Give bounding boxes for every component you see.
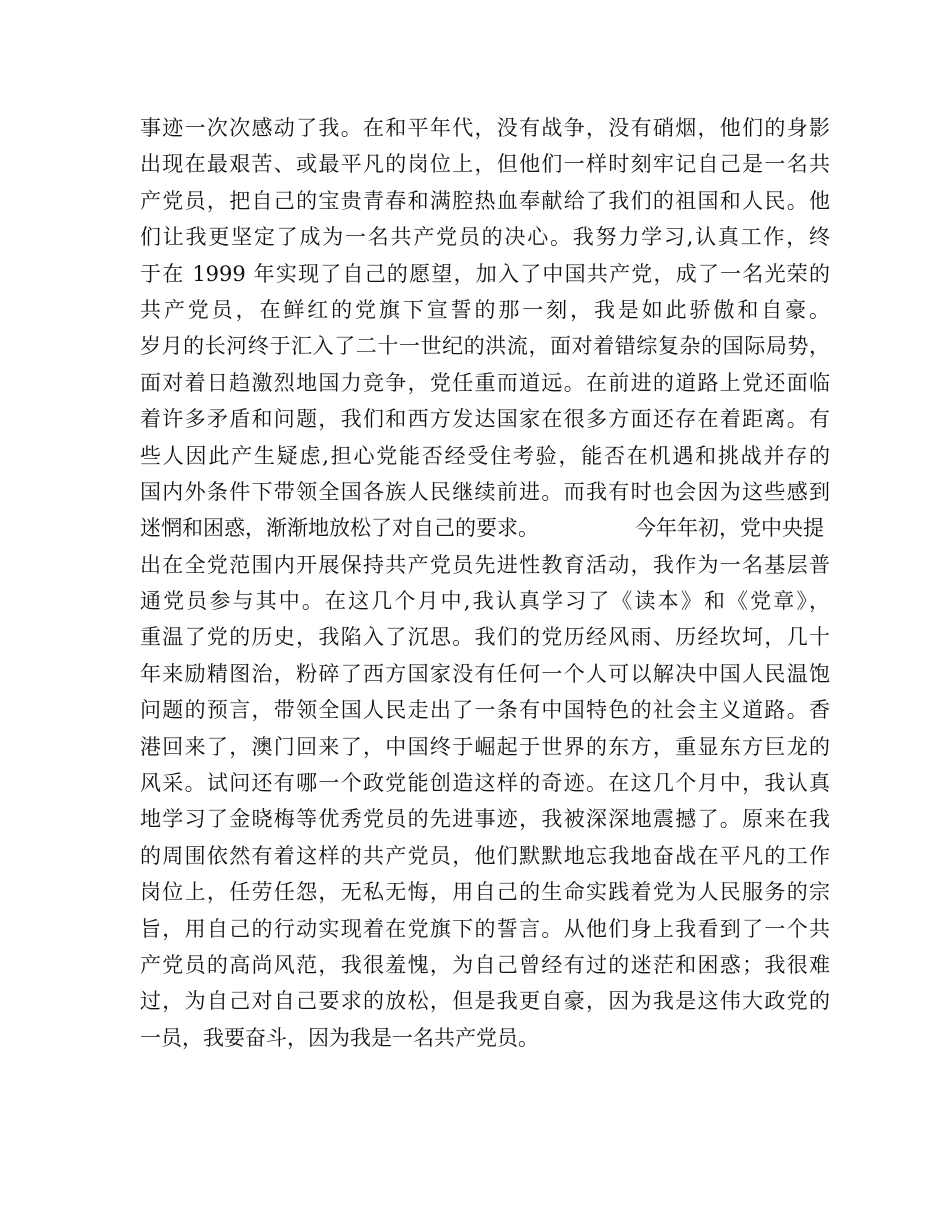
text-line: 产党员的高尚风范，我很羞愧，为自己曾经有过的迷茫和困惑；我很难 (140, 952, 830, 977)
text-line: 过，为自己对自己要求的放松，但是我更自豪，因为我是这伟大政党的 (140, 989, 830, 1014)
text-line: 着许多矛盾和问题，我们和西方发达国家在很多方面还存在着距离。有 (140, 407, 830, 432)
text-line-split (140, 510, 830, 546)
text-line: 国内外条件下带领全国各族人民继续前进。而我有时也会因为这些感到 (140, 479, 830, 504)
text-line: 出现在最艰苦、或最平凡的岗位上，但他们一样时刻牢记自己是一名共 (140, 152, 830, 177)
text-line: 重温了党的历史，我陷入了沉思。我们的党历经风雨、历经坎坷，几十 (140, 625, 830, 650)
text-line: 出在全党范围内开展保持共产党员先进性教育活动，我作为一名基层普 (140, 552, 830, 577)
body-text (140, 110, 830, 1056)
text-line: 通党员参与其中。在这几个月中,我认真学习了《读本》和《党章》， (140, 589, 830, 614)
paragraph-end: 迷惘和困惑，渐渐地放松了对自己的要求。 (140, 516, 539, 541)
text-line: 岁月的长河终于汇入了二十一世纪的洪流，面对着错综复杂的国际局势， (140, 334, 830, 359)
text-line: 港回来了，澳门回来了，中国终于崛起于世界的东方，重显东方巨龙的 (140, 734, 830, 759)
text-line: 些人因此产生疑虑,担心党能否经受住考验，能否在机遇和挑战并存的 (140, 443, 830, 468)
text-line: 产党员，把自己的宝贵青春和满腔热血奉献给了我们的祖国和人民。他 (140, 188, 830, 213)
text-line: 旨，用自己的行动实现着在党旗下的誓言。从他们身上我看到了一个共 (140, 916, 830, 941)
text-line: 事迹一次次感动了我。在和平年代，没有战争，没有硝烟，他们的身影 (140, 116, 830, 140)
text-line: 风采。试问还有哪一个政党能创造这样的奇迹。在这几个月中，我认真 (140, 771, 830, 796)
text-line: 们让我更坚定了成为一名共产党员的决心。我努力学习,认真工作，终 (140, 225, 830, 250)
text-line: 于在 1999 年实现了自己的愿望，加入了中国共产党，成了一名光荣的 (140, 261, 830, 286)
paragraph-start: 今年年初，党中央提 (635, 516, 824, 541)
text-line: 的周围依然有着这样的共产党员，他们默默地忘我地奋战在平凡的工作 (140, 843, 830, 868)
text-line: 共产党员，在鲜红的党旗下宣誓的那一刻，我是如此骄傲和自豪。 (140, 297, 830, 322)
text-line: 一员，我要奋斗，因为我是一名共产党员。 (140, 1025, 539, 1050)
text-line: 面对着日趋激烈地国力竞争，党任重而道远。在前进的道路上党还面临 (140, 370, 830, 395)
text-line: 问题的预言，带领全国人民走出了一条有中国特色的社会主义道路。香 (140, 698, 830, 723)
text-line: 地学习了金晓梅等优秀党员的先进事迹，我被深深地震撼了。原来在我 (140, 807, 830, 832)
text-line: 岗位上，任劳任怨，无私无悔，用自己的生命实践着党为人民服务的宗 (140, 880, 830, 905)
text-line: 年来励精图治，粉碎了西方国家没有任何一个人可以解决中国人民温饱 (140, 661, 830, 686)
